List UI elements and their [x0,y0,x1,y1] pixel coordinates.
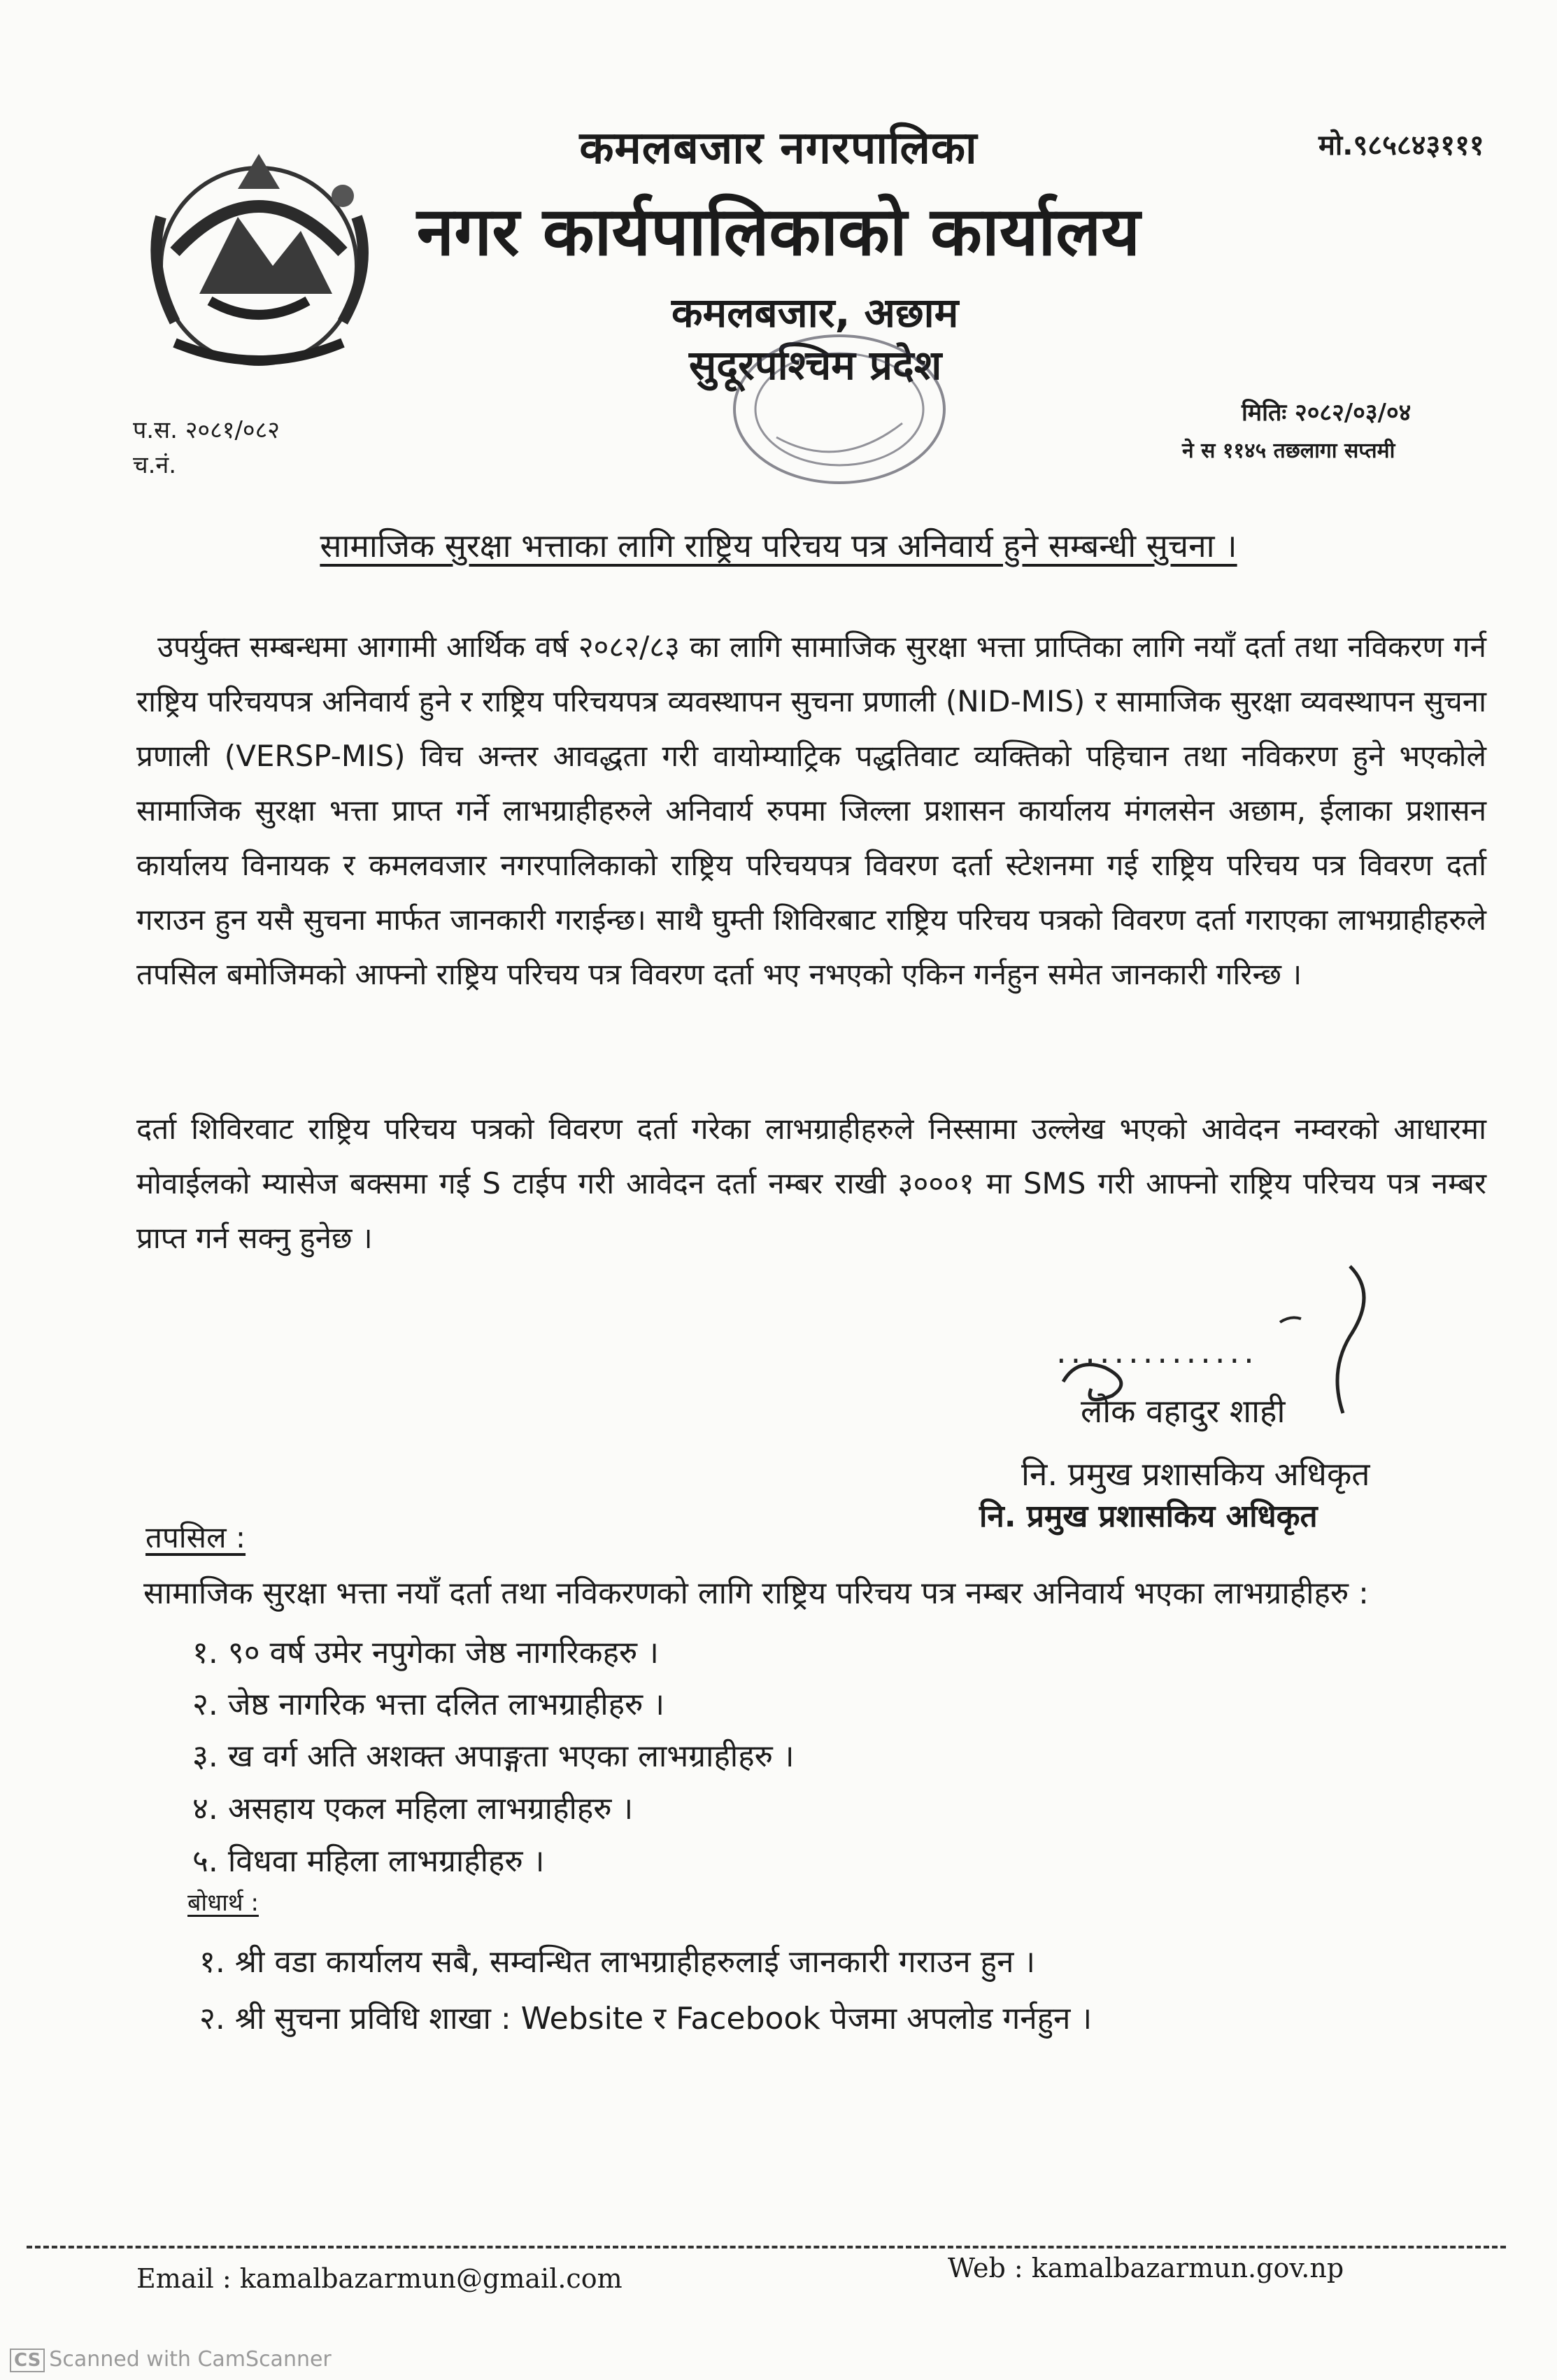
office-province: सुदूरपश्चिम प्रदेश [689,341,942,389]
scanner-watermark: CS Scanned with CamScanner [10,2347,332,2372]
letter-date: मितिः २०८२/०३/०४ [1242,399,1412,427]
cc-item: १. श्री वडा कार्यालय सबै, सम्वन्धित लाभग्राहीहरुलाई जानकारी गराउन हुन । [199,1944,1036,1980]
list-item: ४. असहाय एकल महिला लाभग्राहीहरु । [192,1791,634,1827]
office-title: नगर कार्यपालिकाको कार्यालय [416,192,1141,271]
body-paragraph-1: उपर्युक्त सम्बन्धमा आगामी आर्थिक वर्ष २०८२/८३ का लागि सामाजिक सुरक्षा भत्ता प्राप्तिका लागि नयाँ दर्ता तथा नविकरण गर्न राष्ट्रिय परिचयपत्र अनिवार्य हुने र राष्ट्रिय परिचयपत्र व्यवस्थापन सुचना प्रणाली (NID-MIS) र सामाजिक सुरक्षा व्यवस्थापन सुचना प्रणाली (VERSP-MIS) विच अन्तर आवद्धता गरी वायोम्याट्रिक पद्धतिवाट व्यक्तिको पहिचान तथा नविकरण हुने भएकोले सामाजिक सुरक्षा भत्ता प्राप्त गर्ने लाभग्राहीहरुले अनिवार्य रुपमा जिल्ला प्रशासन कार्यालय मंगलसेन अछाम, ईलाका प्रशासन कार्यालय विनायक र कमलवजार नगरपालिकाको राष्ट्रिय परिचयपत्र विवरण दर्ता स्टेशनमा गई राष्ट्रिय परिचय पत्र विवरण दर्ता गराउन हुन यसै सुचना मार्फत जानकारी गराईन्छ। साथै घुम्ती शिविरबाट राष्ट्रिय परिचय पत्रको विवरण दर्ता गराएका लाभग्राहीहरुले तपसिल बमोजिमको आफ्नो राष्ट्रिय परिचय पत्र विवरण दर्ता भए नभएको एकिन गर्नहुन समेत जानकारी गरिन्छ । [136,630,1486,991]
office-seal-stamp [720,318,958,493]
signatory-title-stamp: नि. प्रमुख प्रशासकिय अधिकृत [979,1499,1318,1534]
bodharth-label: बोधार्थ : [187,1889,259,1917]
signatory-title-handwritten: नि. प्रमुख प्रशासकिय अधिकृत [1021,1455,1370,1493]
list-item: २. जेष्ठ नागरिक भत्ता दलित लाभग्राहीहरु । [192,1687,665,1722]
list-item: ३. ख वर्ग अति अशक्त अपाङ्गता भएका लाभग्राहीहरु । [192,1738,795,1774]
reference-number: प.स. २०८१/०८२ [133,416,280,444]
tapasil-label: तपसिल : [145,1520,246,1554]
signature-dots: .............. [1056,1333,1258,1370]
tapasil-intro: सामाजिक सुरक्षा भत्ता नयाँ दर्ता तथा नविकरणको लागि राष्ट्रिय परिचय पत्र नम्बर अनिवार्य भएका लाभग्राहीहरु : [143,1575,1369,1611]
cc-item: २. श्री सुचना प्रविधि शाखा : Website र Facebook पेजमा अपलोड गर्नहुन । [199,2001,1093,2037]
footer-divider [27,2246,1506,2248]
body-paragraph-2: दर्ता शिविरवाट राष्ट्रिय परिचय पत्रको विवरण दर्ता गरेका लाभग्राहीहरुले निस्सामा उल्लेख भएको आवेदन नम्वरको आधारमा मोवाईलको म्यासेज बक्समा गई S टाईप गरी आवेदन दर्ता नम्बर राखी ३०००१ मा SMS गरी आफ्नो राष्ट्रिय परिचय पत्र नम्बर प्राप्त गर्न सक्नु हुनेछ । [136,1112,1486,1255]
office-address: कमलबजार, अछाम [671,289,959,337]
signatory-name: लोक वहादुर शाही [1081,1392,1286,1430]
list-item: १. ९० वर्ष उमेर नपुगेका जेष्ठ नागरिकहरु । [192,1635,659,1671]
footer-website: Web : kamalbazarmun.gov.np [948,2253,1344,2283]
municipality-name: कमलबजार नगरपालिका [579,122,978,174]
phone-number: मो.९८५८४३१११ [1318,129,1484,162]
footer-email: Email : kamalbazarmun@gmail.com [136,2263,623,2294]
notice-subject: सामाजिक सुरक्षा भत्ताका लागि राष्ट्रिय परिचय पत्र अनिवार्य हुने सम्बन्धी सुचना । [320,527,1237,565]
camscanner-logo-icon: CS [10,2349,45,2372]
list-item: ५. विधवा महिला लाभग्राहीहरु । [192,1843,545,1879]
nepal-sambat-date: ने स ११४५ तछलागा सप्तमी [1182,439,1395,463]
dispatch-number: च.नं. [133,451,177,479]
